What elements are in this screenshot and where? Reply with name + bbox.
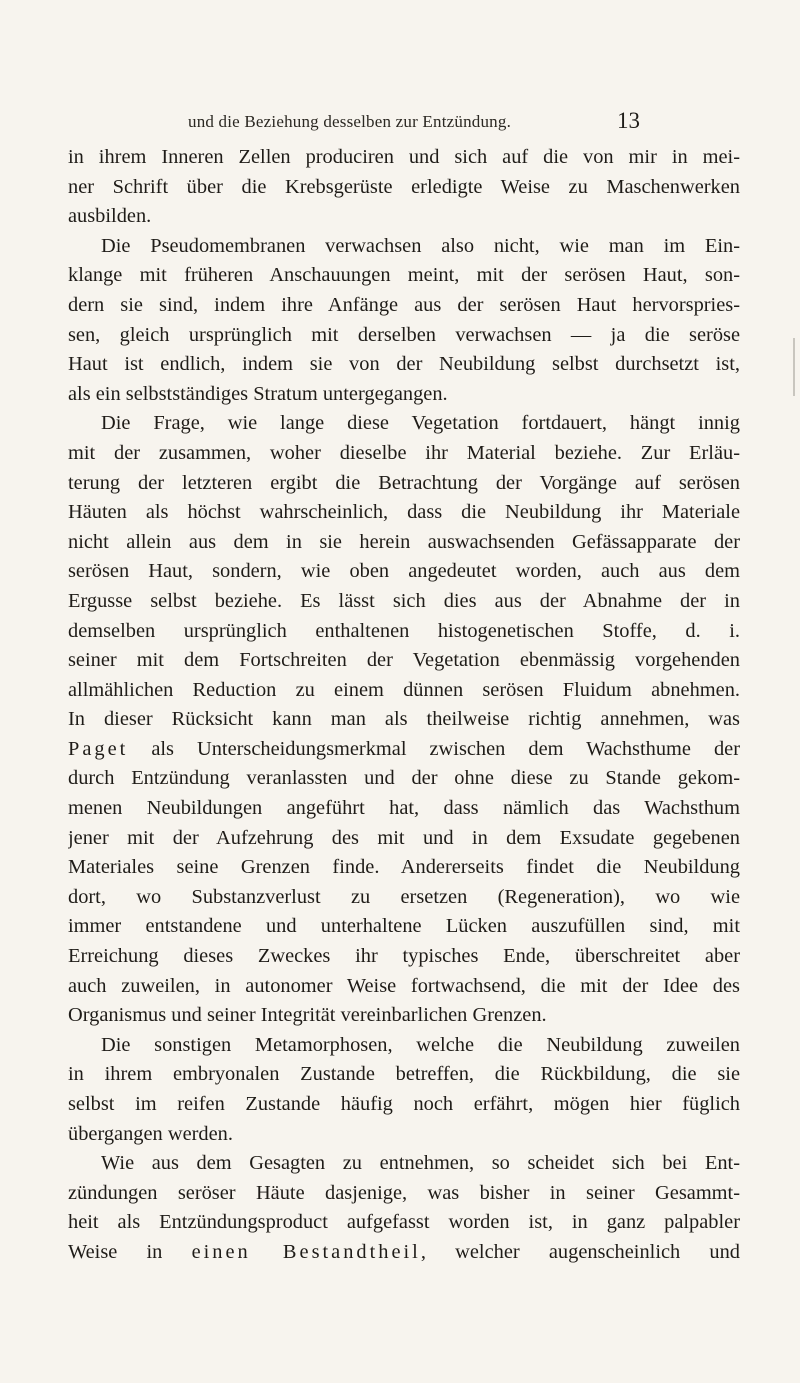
text-line: dort, wo Substanzverlust zu ersetzen (Regeneration), wo wie [68, 885, 740, 908]
paragraph-first-line: Die sonstigen Metamorphosen, welche die Neubildung zuweilen [101, 1033, 740, 1056]
text-line: Häuten als höchst wahrscheinlich, dass die Neubildung ihr Materiale [68, 501, 740, 524]
text-line: klange mit früheren Anschauungen meint, mit der serösen Haut, son- [68, 264, 740, 287]
paragraph-first-line: Die Pseudomembranen verwachsen also nicht, wie man im Ein- [101, 234, 740, 257]
text-line: Haut ist endlich, indem sie von der Neubildung selbst durchsetzt ist, [68, 353, 740, 376]
text-line: übergangen werden. [68, 1122, 233, 1145]
text-line: seiner mit dem Fortschreiten der Vegetation ebenmässig vorgehenden [68, 649, 740, 672]
page-number: 13 [617, 108, 640, 133]
running-head [0, 108, 800, 142]
text-line: mit der zusammen, woher dieselbe ihr Material beziehe. Zur Erläu- [68, 441, 740, 464]
text-line: selbst im reifen Zustande häufig noch erfährt, mögen hier füglich [68, 1093, 740, 1115]
paragraph-first-line: Wie aus dem Gesagten zu entnehmen, so scheidet sich bei Ent- [101, 1152, 740, 1175]
author-name: Paget [68, 737, 129, 760]
text-span: Weise in [68, 1240, 192, 1263]
text-line: in ihrem embryonalen Zustande betreffen, die Rückbildung, die sie [68, 1063, 740, 1086]
text-line: Materiales seine Grenzen finde. Andererseits findet die Neubildung [68, 856, 740, 879]
text-line: dern sie sind, indem ihre Anfänge aus der serösen Haut hervorspries- [68, 293, 740, 316]
text-line: Erreichung dieses Zweckes ihr typisches Ende, überschreitet aber [68, 945, 740, 968]
text-line: In dieser Rücksicht kann man als theilweise richtig annehmen, was [68, 708, 740, 731]
text-line [68, 1238, 740, 1268]
text-line: allmählichen Reduction zu einem dünnen serösen Fluidum abnehmen. [68, 678, 740, 701]
text-line: terung der letzteren ergibt die Betrachtung der Vorgänge auf serösen [68, 471, 740, 494]
text-line: Ergusse selbst beziehe. Es lässt sich dies aus der Abnahme der in [68, 589, 740, 612]
text-line: demselben ursprünglich enthaltenen histogenetischen Stoffe, d. i. [68, 619, 740, 642]
margin-mark [793, 338, 795, 396]
text-span: , welcher augenscheinlich und [420, 1240, 740, 1263]
text-span: als Unterscheidungsmerkmal zwischen dem Wachsthume der [128, 737, 740, 760]
text-line: ausbilden. [68, 205, 152, 228]
text-line: auch zuweilen, in autonomer Weise fortwachsend, die mit der Idee des [68, 974, 740, 997]
text-line: Organismus und seiner Integrität vereinbarlichen Grenzen. [68, 1004, 547, 1027]
text-line [68, 735, 740, 765]
text-line: zündungen seröser Häute dasjenige, was bisher in seiner Gesammt- [68, 1181, 740, 1204]
text-line: heit als Entzündungsproduct aufgefasst worden ist, in ganz palpabler [68, 1211, 740, 1234]
text-line: serösen Haut, sondern, wie oben angedeutet worden, auch aus dem [68, 560, 740, 583]
emphasized-term: einen Bestandtheil [191, 1240, 421, 1263]
text-line: jener mit der Aufzehrung des mit und in dem Exsudate gegebenen [68, 826, 740, 849]
text-line: ner Schrift über die Krebsgerüste erledigte Weise zu Maschenwerken [68, 175, 740, 198]
text-line: in ihrem Inneren Zellen produciren und sich auf die von mir in mei- [68, 146, 740, 168]
text-line: sen, gleich ursprünglich mit derselben verwachsen — ja die seröse [68, 323, 740, 346]
text-line: immer entstandene und unterhaltene Lücken auszufüllen sind, mit [68, 915, 740, 938]
text-line: durch Entzündung veranlassten und der ohne diese zu Stande gekom- [68, 767, 740, 790]
body-text [68, 143, 740, 1268]
text-line: als ein selbstständiges Stratum untergegangen. [68, 382, 448, 405]
paragraph-first-line: Die Frage, wie lange diese Vegetation fortdauert, hängt innig [101, 412, 740, 435]
text-line: nicht allein aus dem in sie herein auswachsenden Gefässapparate der [68, 530, 740, 553]
running-title: und die Beziehung desselben zur Entzündung. [188, 112, 512, 131]
text-line: menen Neubildungen angeführt hat, dass nämlich das Wachsthum [68, 797, 740, 820]
